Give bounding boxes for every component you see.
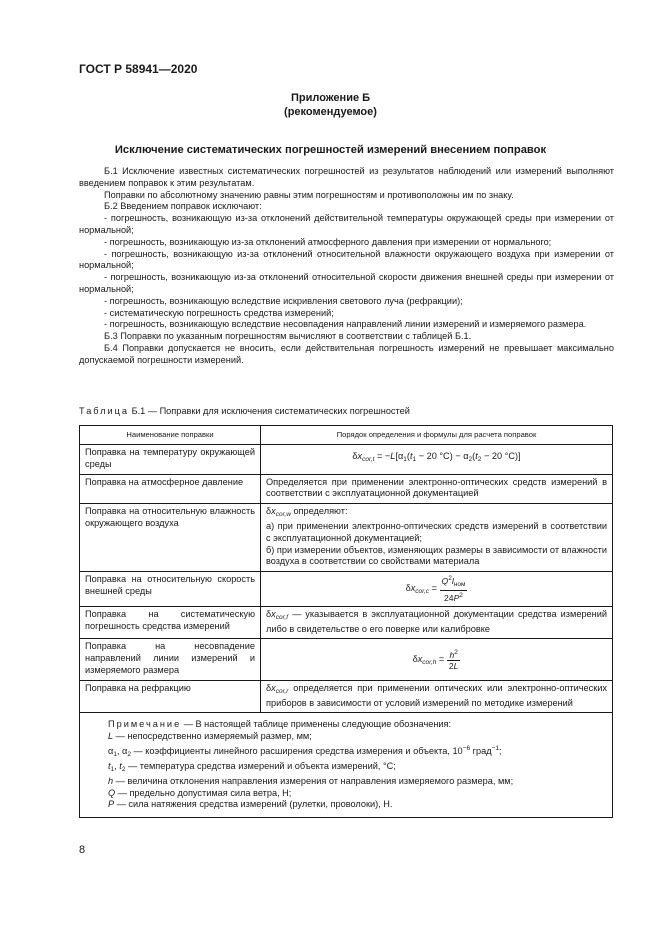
- list-item: - погрешность, возникающую из-за отклонений относительной влажности окружающего воздуха при измерении от нормальной;: [79, 248, 614, 271]
- list-item: - погрешность, возникающую вследствие несовпадения направлений линии измерений и измеряемого размера.: [104, 319, 587, 330]
- correction-formula: [261, 445, 613, 475]
- correction-description: $\delta x_{cor,r}$ определяется при применении оптических или электронно-оптических приборов в зависимости от условий измерений по методике измерений: [261, 680, 613, 713]
- note-intro: Примечание — В настоящей таблице применены следующие обозначения:: [108, 719, 452, 730]
- correction-name: Поправка на относительную влажность окружающего воздуха: [80, 504, 261, 572]
- paragraph: Б.3 Поправки по указанным погрешностям вычисляют в соответствии с таблицей Б.1.: [104, 331, 472, 342]
- appendix-subtitle: (рекомендуемое): [284, 106, 377, 118]
- formula-wind: $\delta x_{cor,c}$ = $\frac{Q^2l_{ном}}{24P^2}$: [405, 575, 466, 603]
- note-item: $t_1$, $t_2$ — температура средства измерений и объекта измерений, °С;: [108, 760, 396, 773]
- humidity-case-b: б) при измерении объектов, изменяющих размеры в зависимости от влажности воздуха в соответствии со свойствами материала: [266, 544, 607, 567]
- body-text: [79, 166, 614, 367]
- correction-name: Поправка на систематическую погрешность средства измерений: [80, 606, 261, 639]
- table-header-row: [80, 426, 613, 445]
- caption-text: Б.1 — Поправки для исключения систематических погрешностей: [129, 406, 410, 416]
- appendix-title: Приложение Б: [290, 92, 371, 104]
- column-header: Наименование поправки: [80, 426, 261, 445]
- note-item: Q — предельно допустимая сила ветра, Н;: [108, 787, 292, 798]
- table-row: [80, 504, 613, 572]
- table-note-row: [80, 713, 613, 818]
- note-item: h — величина отклонения направления измерения от направления измеряемого размера, мм;: [108, 775, 514, 786]
- correction-formula: [261, 572, 613, 607]
- humidity-case-a: а) при применении электронно-оптических средств измерений в соответствии с эксплуатационной документацией;: [266, 520, 607, 543]
- correction-name: Поправка на температуру окружающей среды: [80, 445, 261, 475]
- paragraph: Б.1 Исключение известных систематических погрешностей из результатов наблюдений или измерений выполняют введением поправок к этим результатам.: [79, 166, 614, 188]
- note-item: L — непосредственно измеряемый размер, мм;: [108, 731, 312, 742]
- section-title: Исключение систематических погрешностей измерений внесением поправок: [114, 144, 547, 156]
- paragraph: Б.2 Введением поправок исключают:: [104, 201, 262, 212]
- correction-description: [261, 504, 613, 572]
- correction-name: Поправка на рефракцию: [80, 680, 261, 713]
- list-item: - погрешность, возникающую из-за отклонений атмосферного давления при измерении от нормального;: [104, 236, 552, 247]
- page-number: 8: [79, 844, 86, 856]
- table-note: [80, 713, 613, 818]
- correction-description: $\delta x_{cor,f}$ — указывается в эксплуатационной документации средства измерений либо в свидетельстве о его поверке или калибровке: [261, 606, 613, 639]
- table-caption: [79, 406, 410, 416]
- list-item: - систематическую погрешность средства измерений;: [104, 307, 334, 318]
- formula-temperature: $\delta x_{cor,t} = -L[\alpha_1(t_1 - 20$ $^\circ C) - \alpha_2(t_2 - 20$ °C)]: [352, 451, 521, 464]
- note-item: $\alpha_1$, $\alpha_2$ — коэффициенты линейного расширения средства измерения и объекта, $10^{-6}$ град$^{-1}$;: [108, 745, 502, 759]
- paragraph: Поправки по абсолютному значению равны этим погрешностям и противоположны им по знаку.: [104, 189, 514, 200]
- caption-label: Таблица: [79, 406, 130, 416]
- correction-formula: [261, 639, 613, 680]
- correction-name: Поправка на атмосферное давление: [80, 474, 261, 504]
- correction-name: Поправка на несовпадение направлений линии измерений и измеряемого размера: [80, 639, 261, 680]
- correction-description: Определяется при применении электронно-оптических средств измерений в соответствии с эксплуатационной документацией: [261, 474, 613, 504]
- table-row: [80, 639, 613, 680]
- table-row: [80, 572, 613, 607]
- humidity-lead: $\delta x_{cor,w}$ определяют:: [266, 506, 348, 519]
- column-header: Порядок определения и формулы для расчета поправок: [261, 426, 613, 445]
- list-item: - погрешность, возникающую из-за отклонений действительной температуры окружающей среды при измерении от нормальной;: [79, 213, 614, 235]
- note-item: P — сила натяжения средства измерений (рулетки, проволоки), Н.: [108, 799, 393, 810]
- formula-direction: $\delta x_{cor,h}$ = $\frac{h^2}{2L}$: [412, 648, 459, 671]
- document-id: ГОСТ Р 58941—2020: [79, 62, 198, 76]
- table-row: [80, 445, 613, 475]
- correction-name: Поправка на относительную скорость внешней среды: [80, 572, 261, 607]
- list-item: - погрешность, возникающую вследствие искривления светового луча (рефракции);: [104, 295, 463, 306]
- list-item: - погрешность, возникающую из-за отклонений относительной скорости движения внешней среды при измерении от нормальной;: [79, 272, 614, 294]
- table-row: [80, 474, 613, 504]
- corrections-table: [79, 425, 613, 818]
- table-row: [80, 680, 613, 713]
- paragraph: Б.4 Поправки допускается не вносить, если действительная погрешность измерений не превышает максимально допускаемой погрешности измерений.: [79, 342, 614, 365]
- table-row: [80, 606, 613, 639]
